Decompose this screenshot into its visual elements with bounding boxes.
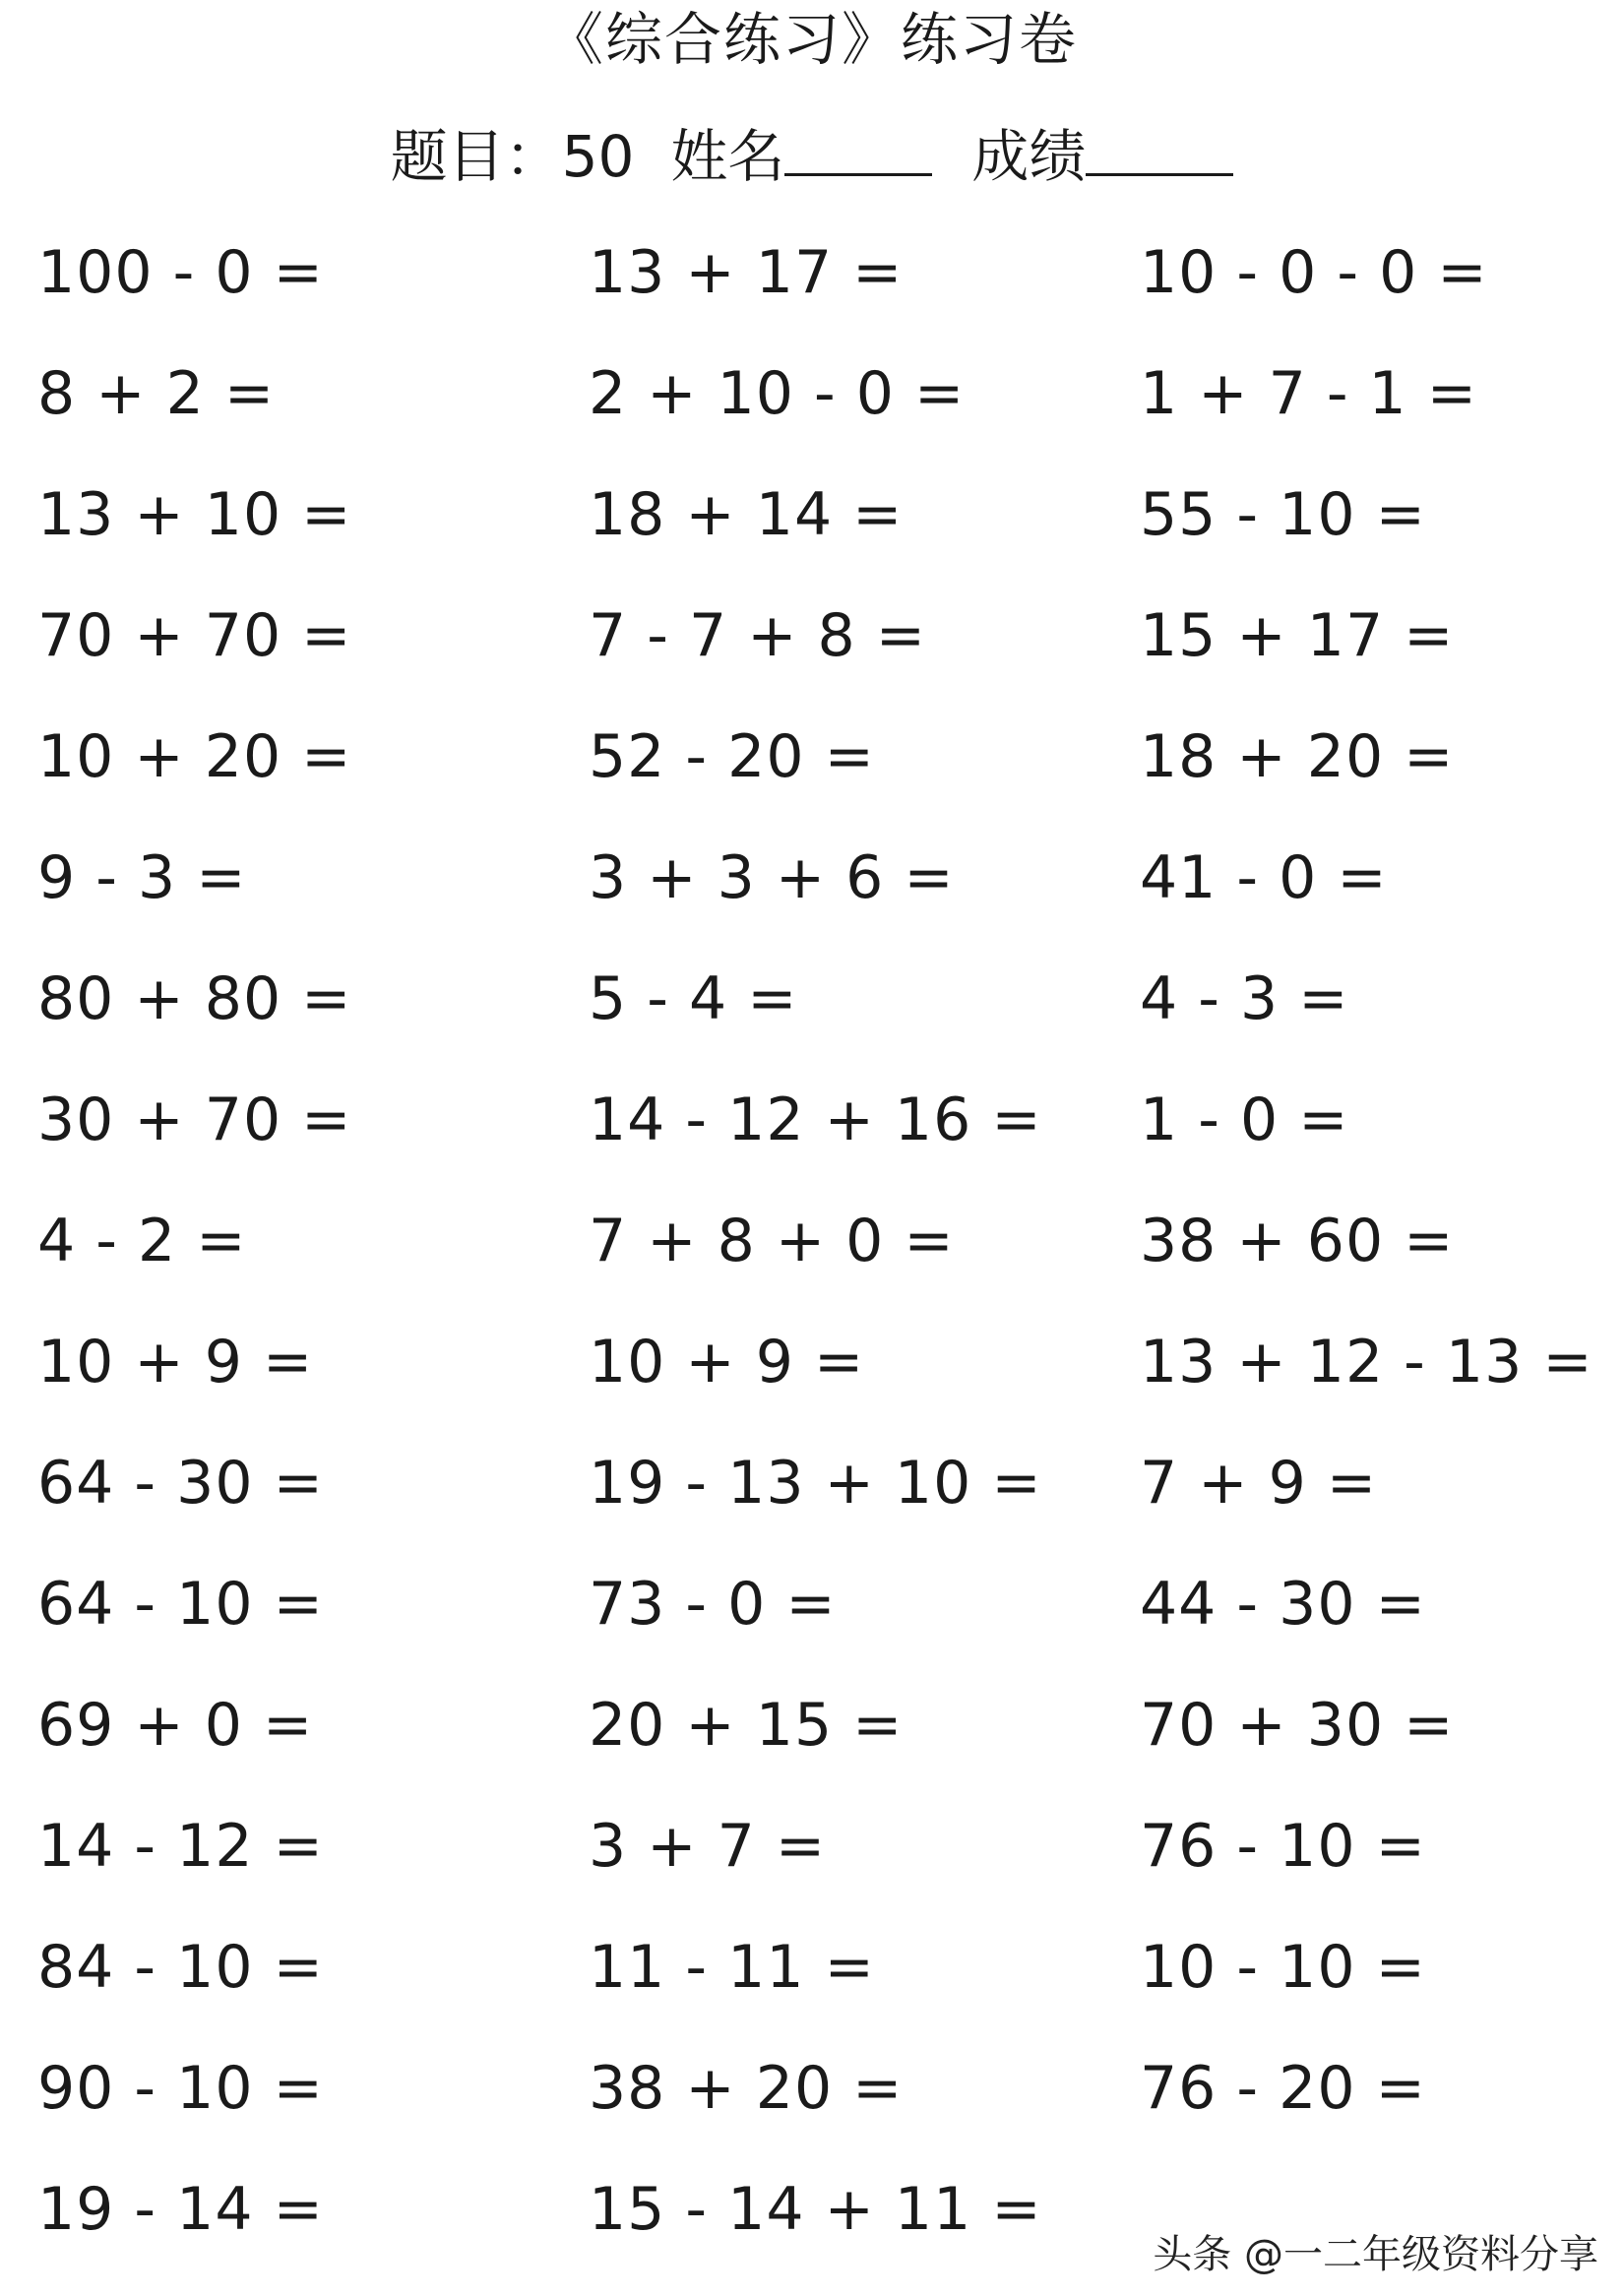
math-problem: 64 - 10 = bbox=[37, 1570, 324, 1639]
math-problem: 44 - 30 = bbox=[1140, 1570, 1426, 1639]
math-problem: 7 + 8 + 0 = bbox=[589, 1207, 955, 1275]
worksheet-subtitle bbox=[0, 110, 1624, 204]
math-problem: 5 - 4 = bbox=[589, 964, 798, 1033]
math-problem: 90 - 10 = bbox=[37, 2054, 324, 2123]
math-problem: 14 - 12 + 16 = bbox=[589, 1086, 1042, 1154]
math-problem: 30 + 70 = bbox=[37, 1086, 352, 1154]
watermark: 头条 @一二年级资料分享 bbox=[1153, 2232, 1598, 2277]
math-problem: 80 + 80 = bbox=[37, 964, 352, 1033]
math-problem: 14 - 12 = bbox=[37, 1812, 324, 1881]
math-problem: 73 - 0 = bbox=[589, 1570, 837, 1639]
name-label: 姓名 bbox=[670, 123, 785, 190]
math-problem: 1 + 7 - 1 = bbox=[1140, 359, 1478, 428]
math-problem: 13 + 17 = bbox=[589, 238, 904, 307]
math-problem: 7 + 9 = bbox=[1140, 1449, 1378, 1518]
math-problem: 38 + 20 = bbox=[589, 2054, 904, 2123]
math-problem: 55 - 10 = bbox=[1140, 480, 1426, 549]
math-problem: 69 + 0 = bbox=[37, 1691, 314, 1760]
math-problem: 8 + 2 = bbox=[37, 359, 276, 428]
math-problem: 15 + 17 = bbox=[1140, 601, 1455, 670]
name-blank bbox=[784, 124, 932, 176]
math-problem: 64 - 30 = bbox=[37, 1449, 324, 1518]
math-problem: 10 + 20 = bbox=[37, 722, 352, 791]
worksheet-title: 《综合练习》练习卷 bbox=[545, 6, 1078, 73]
math-problem: 76 - 20 = bbox=[1140, 2054, 1426, 2123]
math-problem: 10 - 10 = bbox=[1140, 1933, 1426, 2002]
math-problem: 38 + 60 = bbox=[1140, 1207, 1455, 1275]
math-problem: 70 + 30 = bbox=[1140, 1691, 1455, 1760]
problem-grid bbox=[37, 238, 1593, 2275]
question-count-label: 题目：50 bbox=[390, 123, 635, 190]
math-problem: 10 - 0 - 0 = bbox=[1140, 238, 1488, 307]
math-problem: 20 + 15 = bbox=[589, 1691, 904, 1760]
math-problem: 7 - 7 + 8 = bbox=[589, 601, 927, 670]
score-label: 成绩 bbox=[971, 123, 1087, 190]
math-problem: 1 - 0 = bbox=[1140, 1086, 1349, 1154]
math-problem: 19 - 14 = bbox=[37, 2175, 324, 2244]
math-problem: 13 + 10 = bbox=[37, 480, 352, 549]
math-problem: 4 - 3 = bbox=[1140, 964, 1349, 1033]
math-problem: 84 - 10 = bbox=[37, 1933, 324, 2002]
score-blank bbox=[1086, 124, 1233, 176]
math-problem: 18 + 14 = bbox=[589, 480, 904, 549]
math-problem: 4 - 2 = bbox=[37, 1207, 247, 1275]
math-problem: 76 - 10 = bbox=[1140, 1812, 1426, 1881]
math-problem: 10 + 9 = bbox=[37, 1328, 314, 1396]
math-problem: 41 - 0 = bbox=[1140, 843, 1388, 912]
math-problem: 3 + 7 = bbox=[589, 1812, 827, 1881]
math-problem: 19 - 13 + 10 = bbox=[589, 1449, 1042, 1518]
math-problem: 15 - 14 + 11 = bbox=[589, 2175, 1042, 2244]
math-problem: 9 - 3 = bbox=[37, 843, 247, 912]
math-problem: 2 + 10 - 0 = bbox=[589, 359, 966, 428]
math-problem: 11 - 11 = bbox=[589, 1933, 875, 2002]
math-problem: 100 - 0 = bbox=[37, 238, 324, 307]
math-problem: 10 + 9 = bbox=[589, 1328, 865, 1396]
math-problem: 18 + 20 = bbox=[1140, 722, 1455, 791]
math-problem: 3 + 3 + 6 = bbox=[589, 843, 955, 912]
math-problem: 13 + 12 - 13 = bbox=[1140, 1328, 1593, 1396]
math-problem: 70 + 70 = bbox=[37, 601, 352, 670]
math-problem: 52 - 20 = bbox=[589, 722, 875, 791]
